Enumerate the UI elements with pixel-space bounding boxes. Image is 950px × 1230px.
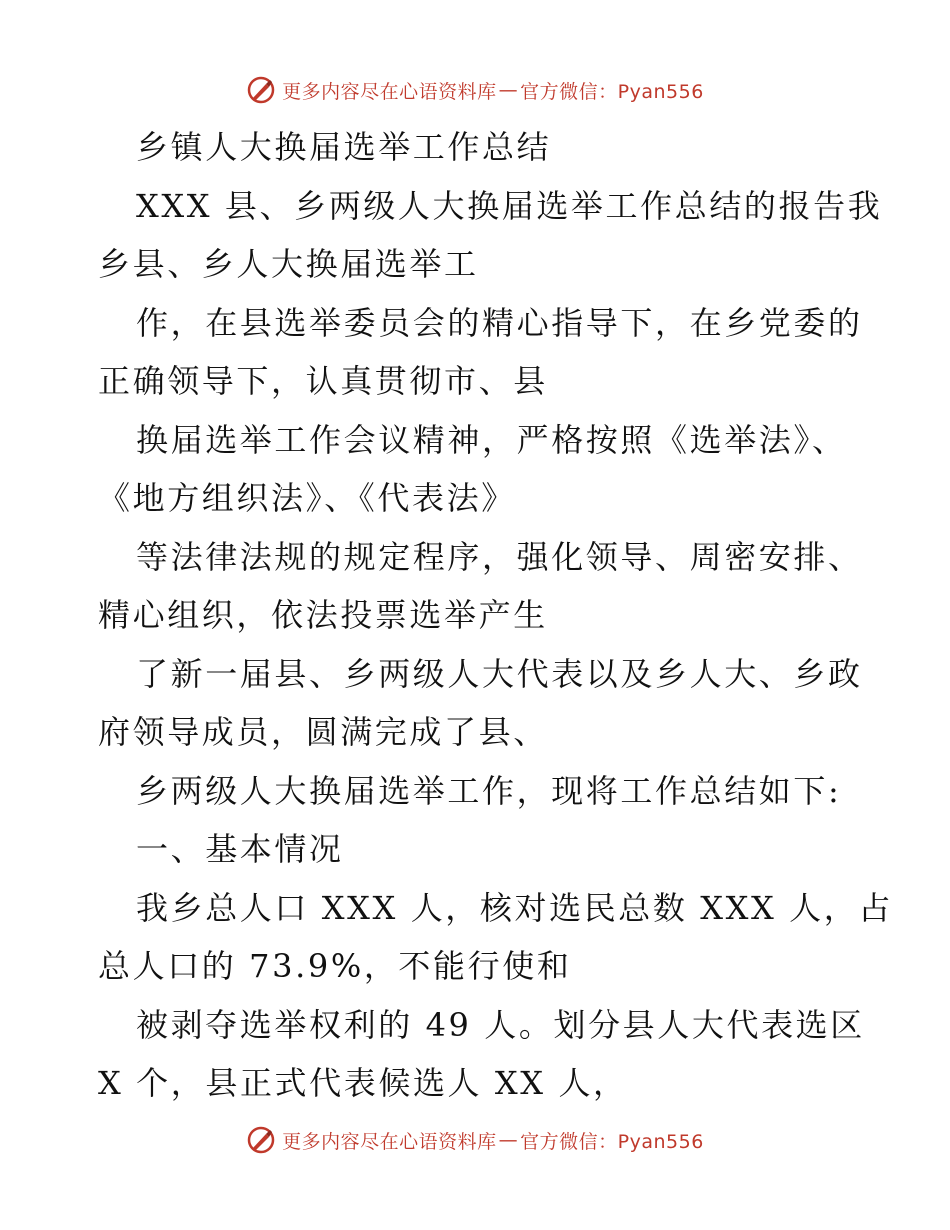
text-line: 被剥夺选举权利的 49 人。划分县人大代表选区 [136, 1005, 865, 1044]
text-line: 我乡总人口 XXX 人，核对选民总数 XXX 人，占 [136, 888, 893, 927]
text-line: 正确领导下，认真贯彻市、县 [98, 362, 548, 400]
watermark-brand: 更多内容尽在心语资料库 [282, 80, 497, 103]
text-line: 乡两级人大换届选举工作，现将工作总结如下: [136, 771, 842, 810]
text-line: XXX 县、乡两级人大换届选举工作总结的报告我 [136, 186, 883, 225]
pen-logo-icon [246, 1125, 276, 1155]
text-line: 乡县、乡人大换届选举工 [98, 245, 479, 283]
document-body [98, 118, 893, 1113]
text-line: 乡镇人大换届选举工作总结 [136, 128, 552, 166]
text-line: 了新一届县、乡两级人大代表以及乡人大、乡政 [136, 654, 863, 693]
watermark-contact: 官方微信：Pyan556 [520, 1130, 704, 1153]
text-line: 精心组织，依法投票选举产生 [98, 596, 548, 634]
text-line: 作，在县选举委员会的精心指导下，在乡党委的 [136, 303, 863, 342]
text-line: 换届选举工作会议精神，严格按照《选举法》、 [136, 420, 847, 459]
text-line: 《地方组织法》、《代表法》 [98, 479, 516, 517]
watermark-separator: — [498, 79, 519, 101]
text-line: 一、基本情况 [136, 830, 344, 868]
watermark-separator: — [498, 1129, 519, 1151]
text-line: X 个，县正式代表候选人 XX 人， [98, 1064, 628, 1102]
text-line: 总人口的 73.9%，不能行使和 [98, 947, 572, 985]
watermark-footer [0, 1120, 950, 1160]
watermark-header [0, 70, 950, 110]
watermark-contact: 官方微信：Pyan556 [520, 80, 704, 103]
pen-logo-icon [246, 75, 276, 105]
watermark-brand: 更多内容尽在心语资料库 [282, 1130, 497, 1153]
text-line: 府领导成员，圆满完成了县、 [98, 713, 548, 751]
text-line: 等法律法规的规定程序，强化领导、周密安排、 [136, 537, 863, 576]
